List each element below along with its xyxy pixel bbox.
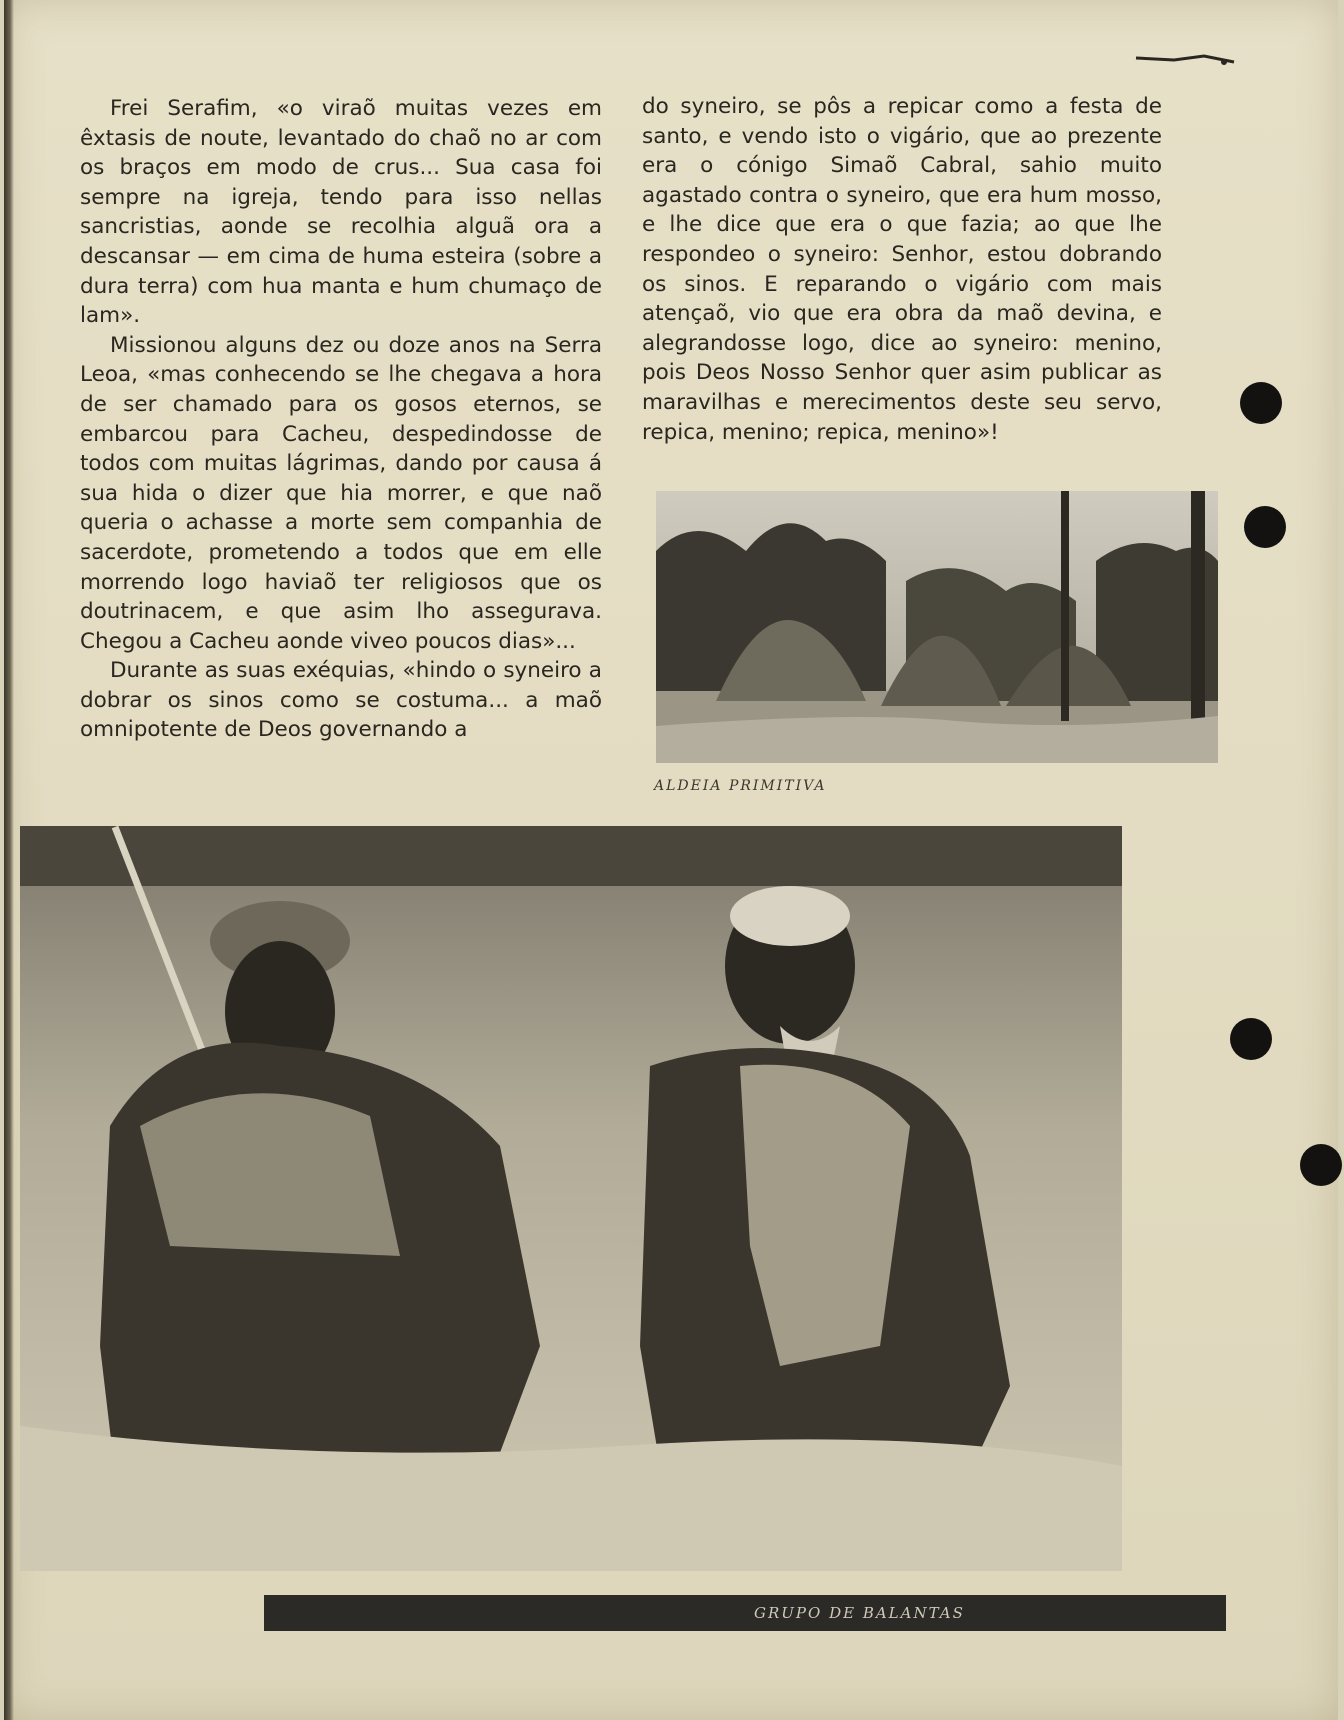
text-column-left xyxy=(80,94,602,745)
caption-bar xyxy=(264,1595,1226,1631)
village-photo xyxy=(656,491,1218,763)
binder-hole xyxy=(1244,506,1286,548)
binder-hole xyxy=(1240,382,1282,424)
page-left-edge xyxy=(4,0,14,1720)
balanta-group-illustration xyxy=(20,826,1122,1571)
ink-mark xyxy=(1134,50,1244,70)
village-caption: ALDEIA PRIMITIVA xyxy=(654,778,827,794)
document-page xyxy=(4,0,1338,1720)
paragraph: do syneiro, se pôs a repicar como a festa de santo, e vendo isto o vigário, que ao prezente era o cónigo Simaõ Cabral, sahio muito agastado contra o syneiro, que era hum mosso, e lhe dice que era o que fazia; ao que lhe respondeo o syneiro: Senhor, estou dobrando os sinos. E reparando o vigário com mais atençaõ, vio que era obra da maõ devina, e alegrandosse logo, dice ao syneiro: menino, pois Deos Nosso Senhor quer asim publicar as maravilhas e merecimentos deste seu servo, repica, menino; repica, menino»! xyxy=(642,94,1162,445)
binder-hole xyxy=(1230,1018,1272,1060)
group-caption: GRUPO DE BALANTAS xyxy=(754,1604,965,1622)
balanta-group-photo xyxy=(20,826,1122,1571)
text-column-right xyxy=(642,92,1162,447)
paragraph: Frei Serafim, «o viraõ muitas vezes em êxtasis de noute, levantado do chaõ no ar com os braços em modo de crus... Sua casa foi sempre na igreja, tendo para isso nellas sancristias, aonde se recolhia alguã ora a descansar — em cima de huma esteira (sobre a dura terra) com hua manta e hum chumaço de lam». xyxy=(80,96,602,329)
binder-hole xyxy=(1300,1144,1342,1186)
paragraph: Missionou alguns dez ou doze anos na Serra Leoa, «mas conhecendo se lhe chegava a hora de ser chamado para os gosos eternos, se embarcou para Cacheu, despedindosse de todos com muitas lágrimas, dando por causa á sua hida o dizer que hia morrer, e que naõ queria o achasse a morte sem companhia de sacerdote, prometendo a todos que em elle morrendo logo haviaõ ter religiosos que os doutrinacem, e que asim lho assegurava. Chegou a Cacheu aonde viveo poucos dias»... xyxy=(80,332,602,654)
paragraph: Durante as suas exéquias, «hindo o syneiro a dobrar os sinos como se costuma... a maõ omnipotente de Deos governando a xyxy=(80,658,602,743)
village-illustration xyxy=(656,491,1218,763)
